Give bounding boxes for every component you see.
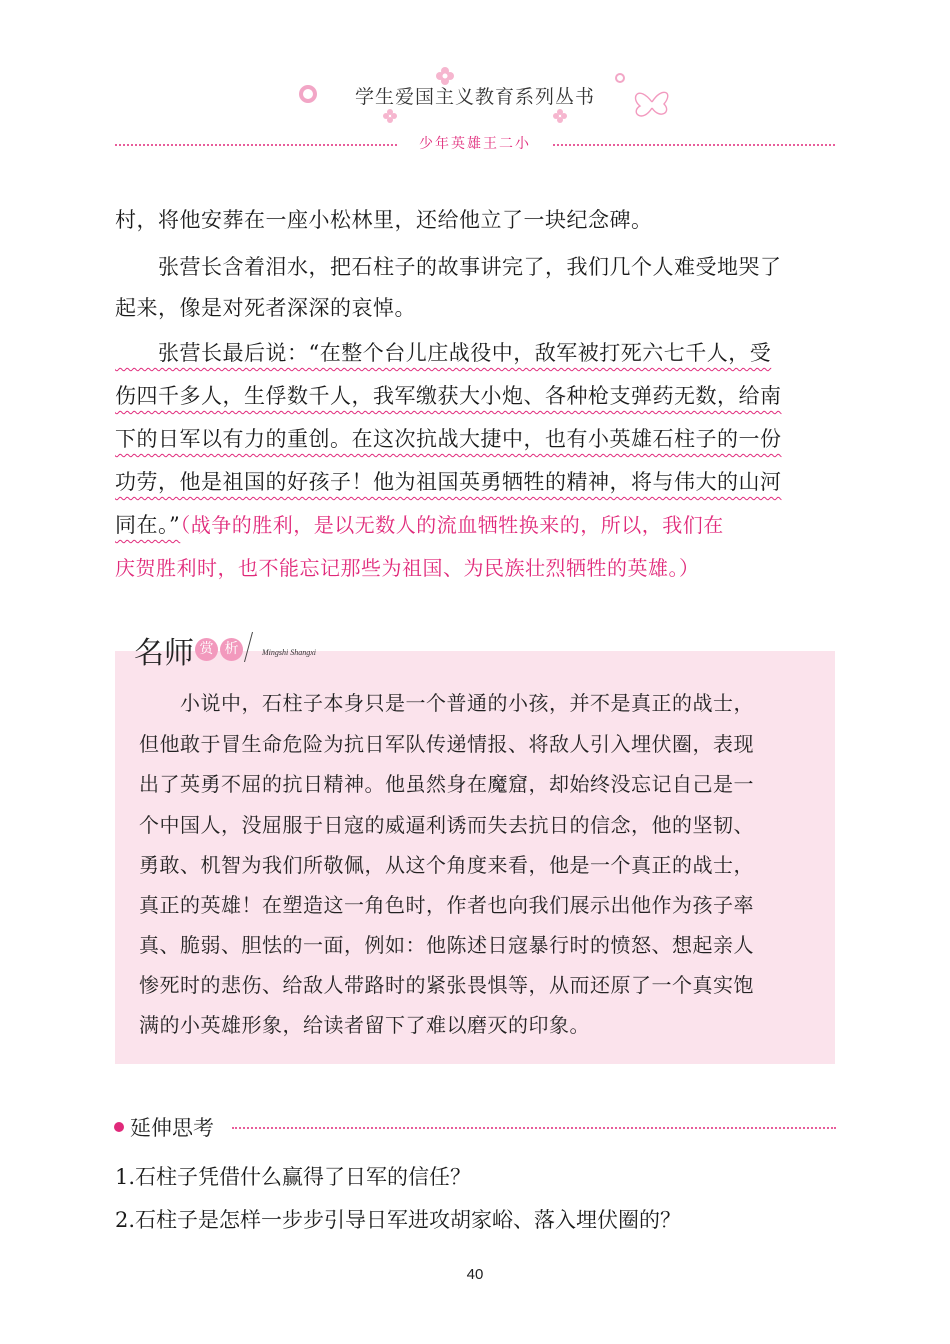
quote-text: 伤四千多人，生俘数千人，我军缴获大小炮、各种枪支弹药无数，给南 — [115, 384, 782, 408]
body-line: 张营长含着泪水，把石柱子的故事讲完了，我们几个人难受地哭了 — [115, 255, 782, 279]
bullet-icon — [114, 1122, 124, 1132]
quote-text: 张营长最后说：“在整个台儿庄战役中，敌军被打死六七千人，受 — [115, 341, 772, 365]
commentary-line: 小说中，石柱子本身只是一个普通的小孩，并不是真正的战士， — [139, 691, 754, 715]
quote-text: 下的日军以有力的重创。在这次抗战大捷中，也有小英雄石柱子的一份 — [115, 427, 782, 451]
extension-dotted-line — [232, 1127, 836, 1129]
body-line: 村，将他安葬在一座小松林里，还给他立了一块纪念碑。 — [115, 208, 653, 232]
quote-line — [115, 467, 837, 497]
commentary-tag-badge: 析 — [220, 638, 243, 661]
extension-title: 延伸思考 — [130, 1116, 214, 1140]
header-dotted-line-right — [553, 144, 835, 146]
quote-line — [115, 424, 837, 454]
book-title: 少年英雄王二小 — [419, 136, 531, 152]
quote-end: 同在。” — [115, 513, 181, 537]
commentary-line: 真正的英雄！在塑造这一角色时，作者也向我们展示出他作为孩子率 — [139, 893, 754, 917]
commentary-line: 但他敢于冒生命危险为抗日军队传递情报、将敌人引入埋伏圈，表现 — [139, 732, 754, 756]
question-item: 1.石柱子凭借什么赢得了日军的信任？ — [115, 1165, 472, 1189]
commentary-line: 真、脆弱、胆怯的一面，例如：他陈述日寇暴行时的愤怒、想起亲人 — [139, 933, 754, 957]
editor-note-line: 庆贺胜利时，也不能忘记那些为祖国、为民族壮烈牺牲的英雄。） — [115, 556, 700, 580]
commentary-line: 勇敢、机智为我们所敬佩，从这个角度来看，他是一个真正的战士， — [139, 853, 754, 877]
commentary-tag-title: 名师 — [134, 636, 194, 671]
commentary-line: 个中国人，没屈服于日寇的威逼利诱而失去抗日的信念，他的坚韧、 — [139, 813, 754, 837]
quote-line — [115, 381, 837, 411]
quote-line — [115, 338, 837, 368]
editor-note: （战争的胜利，是以无数人的流血牺牲换来的，所以，我们在 — [180, 513, 724, 537]
quote-line — [115, 510, 837, 540]
commentary-line: 满的小英雄形象，给读者留下了难以磨灭的印象。 — [139, 1013, 590, 1037]
commentary-tag-badge: 赏 — [195, 638, 218, 661]
body-line: 起来，像是对死者深深的哀悼。 — [115, 296, 416, 320]
question-item: 2.石柱子是怎样一步步引导日军进攻胡家峪、落入埋伏圈的？ — [115, 1208, 682, 1232]
commentary-line: 出了英勇不屈的抗日精神。他虽然身在魔窟，却始终没忘记自己是一 — [139, 772, 754, 796]
page-number: 40 — [466, 1266, 484, 1283]
commentary-line: 惨死时的悲伤、给敌人带路时的紧张畏惧等，从而还原了一个真实饱 — [139, 973, 754, 997]
series-title: 学生爱国主义教育系列丛书 — [354, 86, 595, 108]
commentary-tag-english: Mingshi Shangxi — [262, 648, 316, 657]
quote-text: 功劳，他是祖国的好孩子！他为祖国英勇牺牲的精神，将与伟大的山河 — [115, 470, 782, 494]
small-dot-ornament — [616, 74, 624, 82]
